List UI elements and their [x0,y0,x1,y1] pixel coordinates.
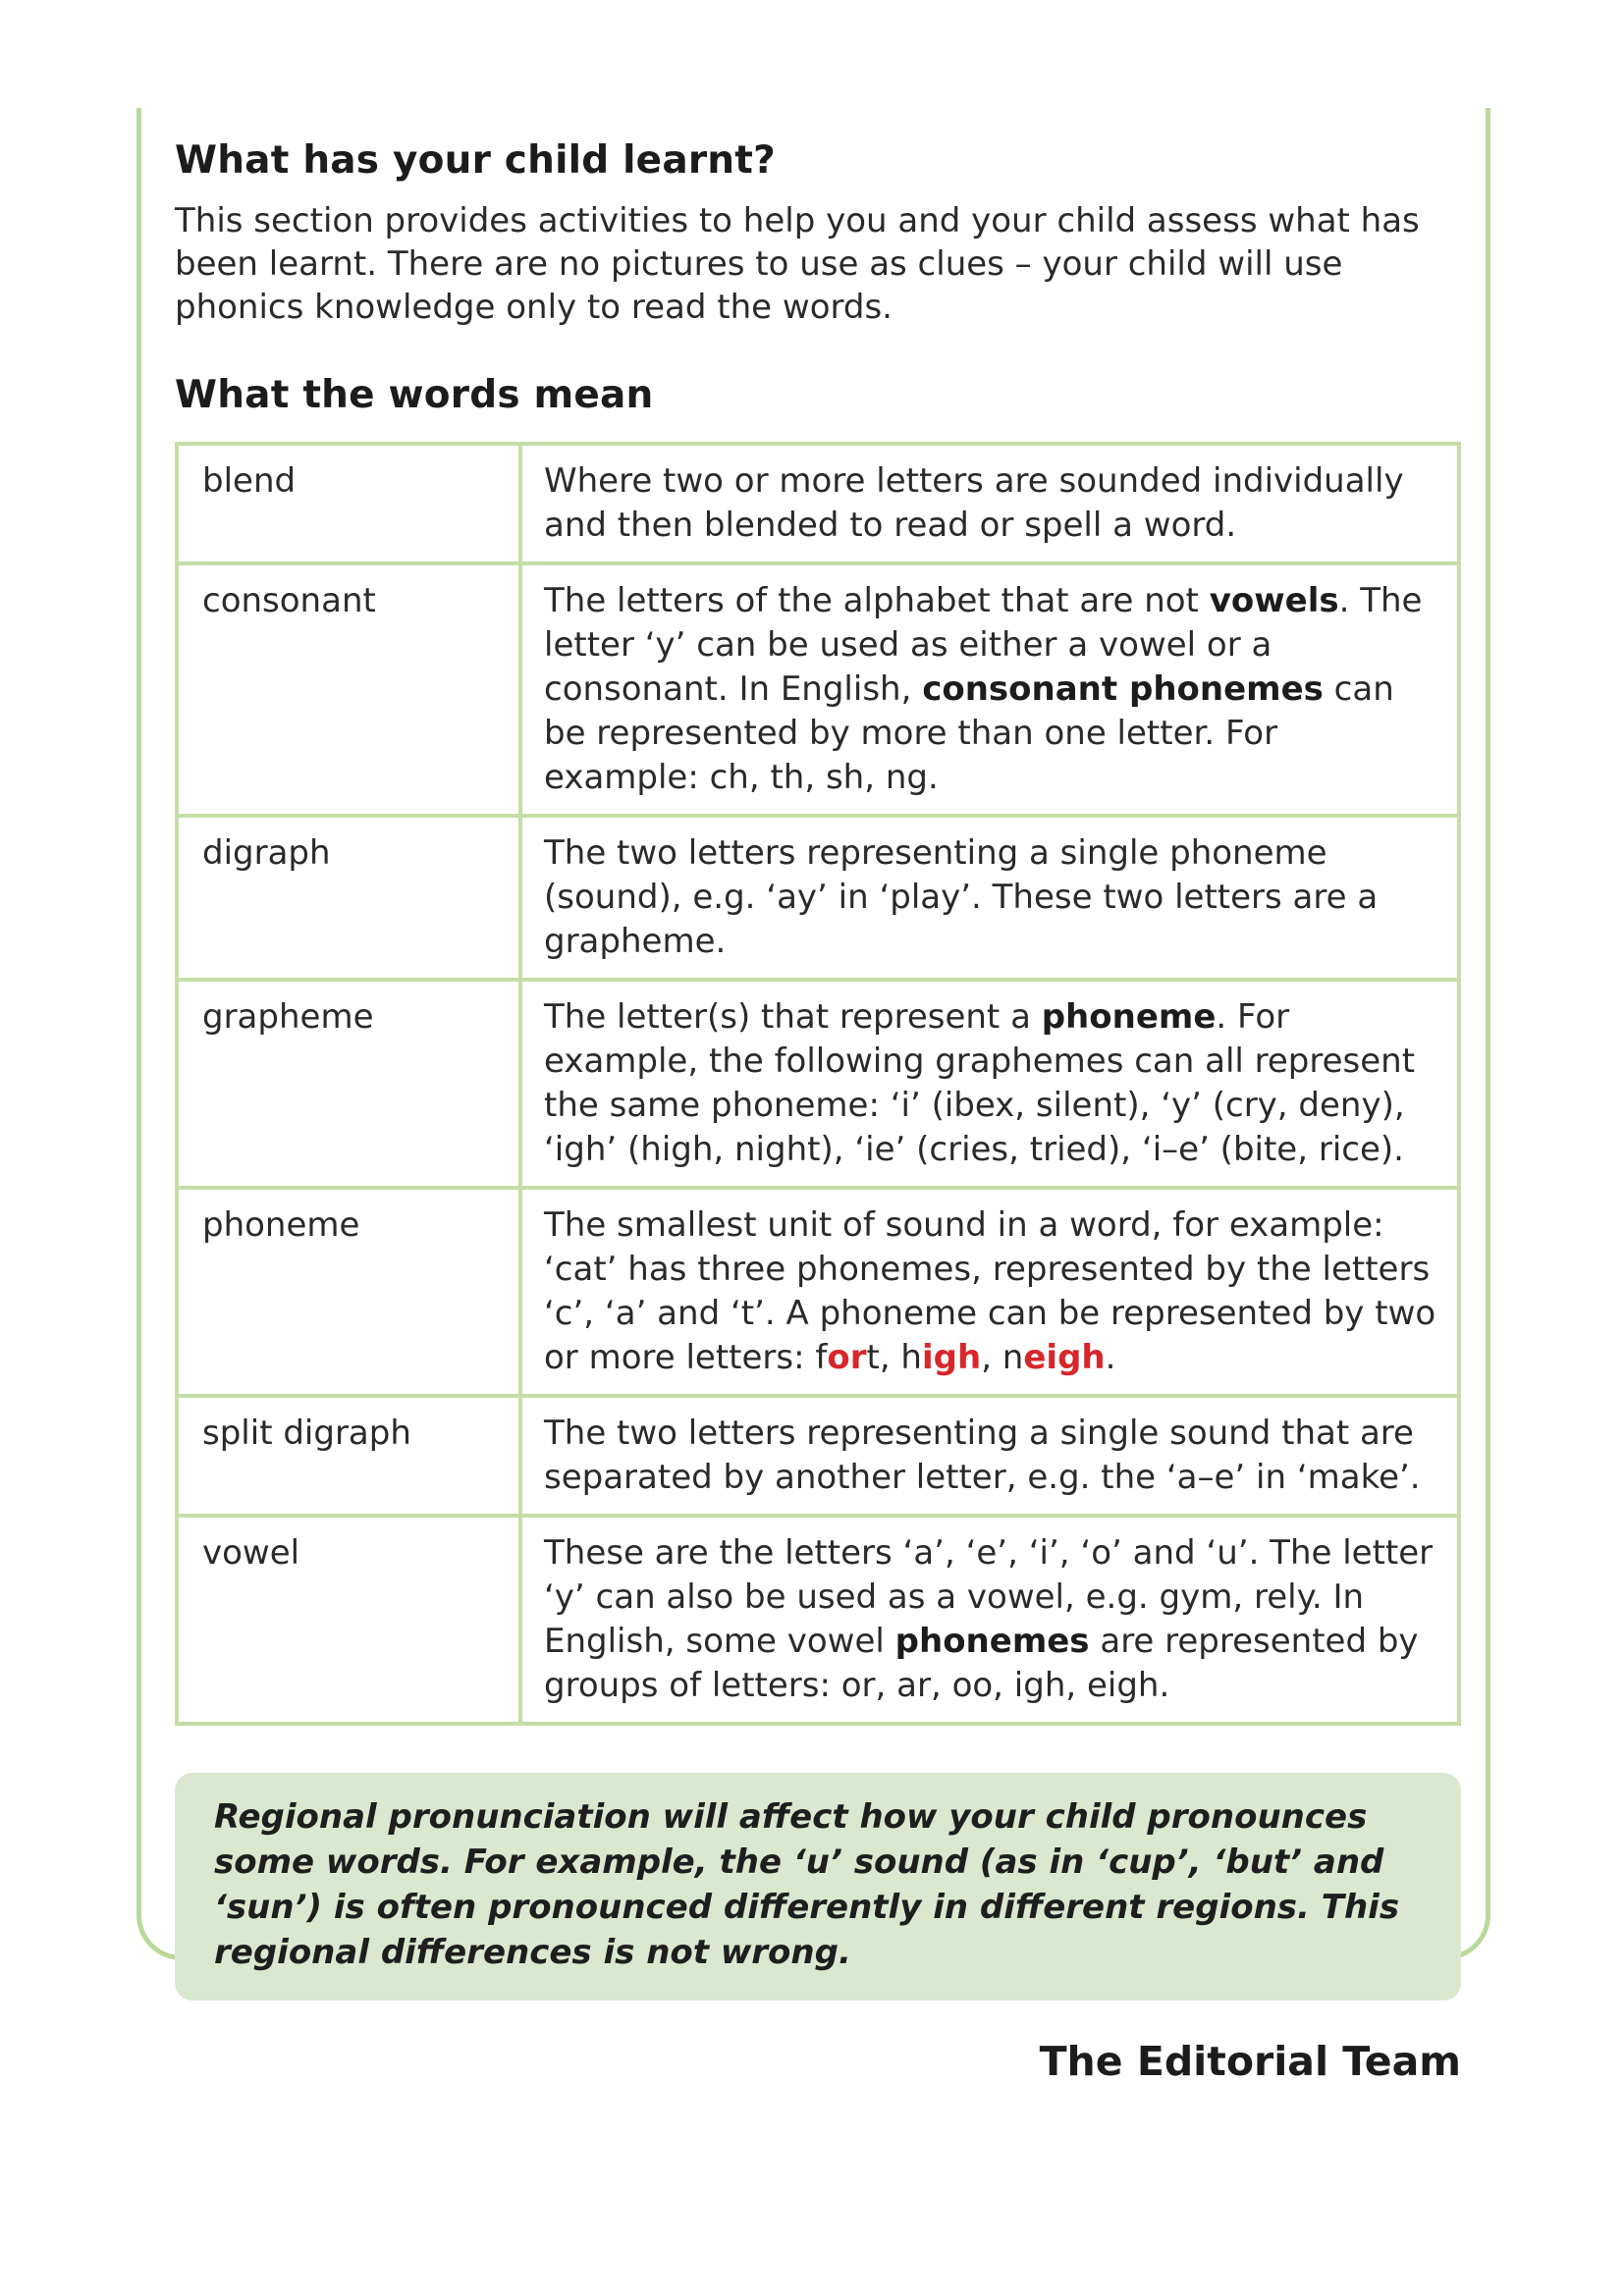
definition-keyword: phonemes [894,1621,1090,1661]
glossary-term: consonant [177,563,520,816]
definition-text: These are the letters ‘a’, ‘e’, ‘i’, ‘o’ and ‘u’. The letter ‘y’ can also be used as a vowel, e.g. gym, rely. In English, some vowel [544,1532,1434,1661]
glossary-term: blend [177,444,520,563]
definition-text: The smallest unit of sound in a word, for example: ‘cat’ has three phonemes, represented by the letters ‘c’, ‘a’ and ‘t’. A phoneme can be represented by two or more letters: f [544,1204,1436,1377]
glossary-definition [520,444,1459,563]
glossary-row [177,444,1459,563]
glossary-definition [520,980,1459,1188]
glossary-row [177,563,1459,816]
glossary-definition [520,1188,1459,1396]
regional-note: Regional pronunciation will affect how your child pronounces some words. For example, the ‘u’ sound (as in ‘cup’, ‘but’ and ‘sun’) is often pronounced differently in different regions. This regional differences is not wrong. [175,1773,1461,2001]
glossary-definition [520,563,1459,816]
definition-text: , n [981,1337,1024,1377]
definition-text: Where two or more letters are sounded individually and then blended to read or spell a word. [544,460,1404,545]
glossary-term: vowel [177,1516,520,1724]
definition-keyword: phoneme [1041,996,1217,1037]
definition-keyword: consonant phonemes [922,668,1324,709]
definition-text: t, h [866,1337,922,1377]
heading-what-words-mean: What the words mean [175,372,654,417]
glossary-row [177,1188,1459,1396]
glossary-row [177,816,1459,980]
glossary-body [177,444,1459,1724]
definition-text: The two letters representing a single sound that are separated by another letter, e.g. the ‘a–e’ in ‘make’. [544,1413,1421,1497]
glossary-term: grapheme [177,980,520,1188]
definition-text: The letters of the alphabet that are not [544,580,1210,620]
definition-text: are represented by groups of letters: or, ar, oo, igh, eigh. [544,1621,1419,1705]
highlighted-grapheme: eigh [1023,1337,1106,1377]
glossary-row [177,1516,1459,1724]
definition-text: The two letters representing a single phoneme (sound), e.g. ‘ay’ in ‘play’. These two letters are a grapheme. [544,832,1379,961]
heading-what-learnt: What has your child learnt? [175,138,776,183]
definition-text: can be represented by more than one letter. For example: ch, th, sh, ng. [544,668,1394,797]
definition-text: The letter(s) that represent a [544,996,1042,1037]
intro-paragraph: This section provides activities to help you and your child assess what has been learnt. There are no pictures to use as clues – your child will use phonics knowledge only to read the words. [175,200,1420,327]
glossary-definition [520,1396,1459,1516]
highlighted-grapheme: or [827,1337,867,1377]
definition-text: . The letter ‘y’ can be used as either a vowel or a consonant. In English, [544,580,1423,709]
glossary-term: phoneme [177,1188,520,1396]
glossary-row [177,980,1459,1188]
highlighted-grapheme: igh [921,1337,982,1377]
main-content [175,137,1461,2001]
definition-text: . For example, the following graphemes can all represent the same phoneme: ‘i’ (ibex, silent), ‘y’ (cry, deny), ‘igh’ (high, night), ‘ie’ (cries, tried), ‘i–e’ (bite, rice). [544,996,1416,1169]
editorial-signoff: The Editorial Team [1039,2038,1461,2085]
definition-keyword: vowels [1209,580,1339,620]
glossary-definition [520,1516,1459,1724]
definition-text: . [1105,1337,1116,1377]
glossary-definition [520,816,1459,980]
glossary-table [175,442,1461,1726]
glossary-term: digraph [177,816,520,980]
glossary-term: split digraph [177,1396,520,1516]
glossary-row [177,1396,1459,1516]
